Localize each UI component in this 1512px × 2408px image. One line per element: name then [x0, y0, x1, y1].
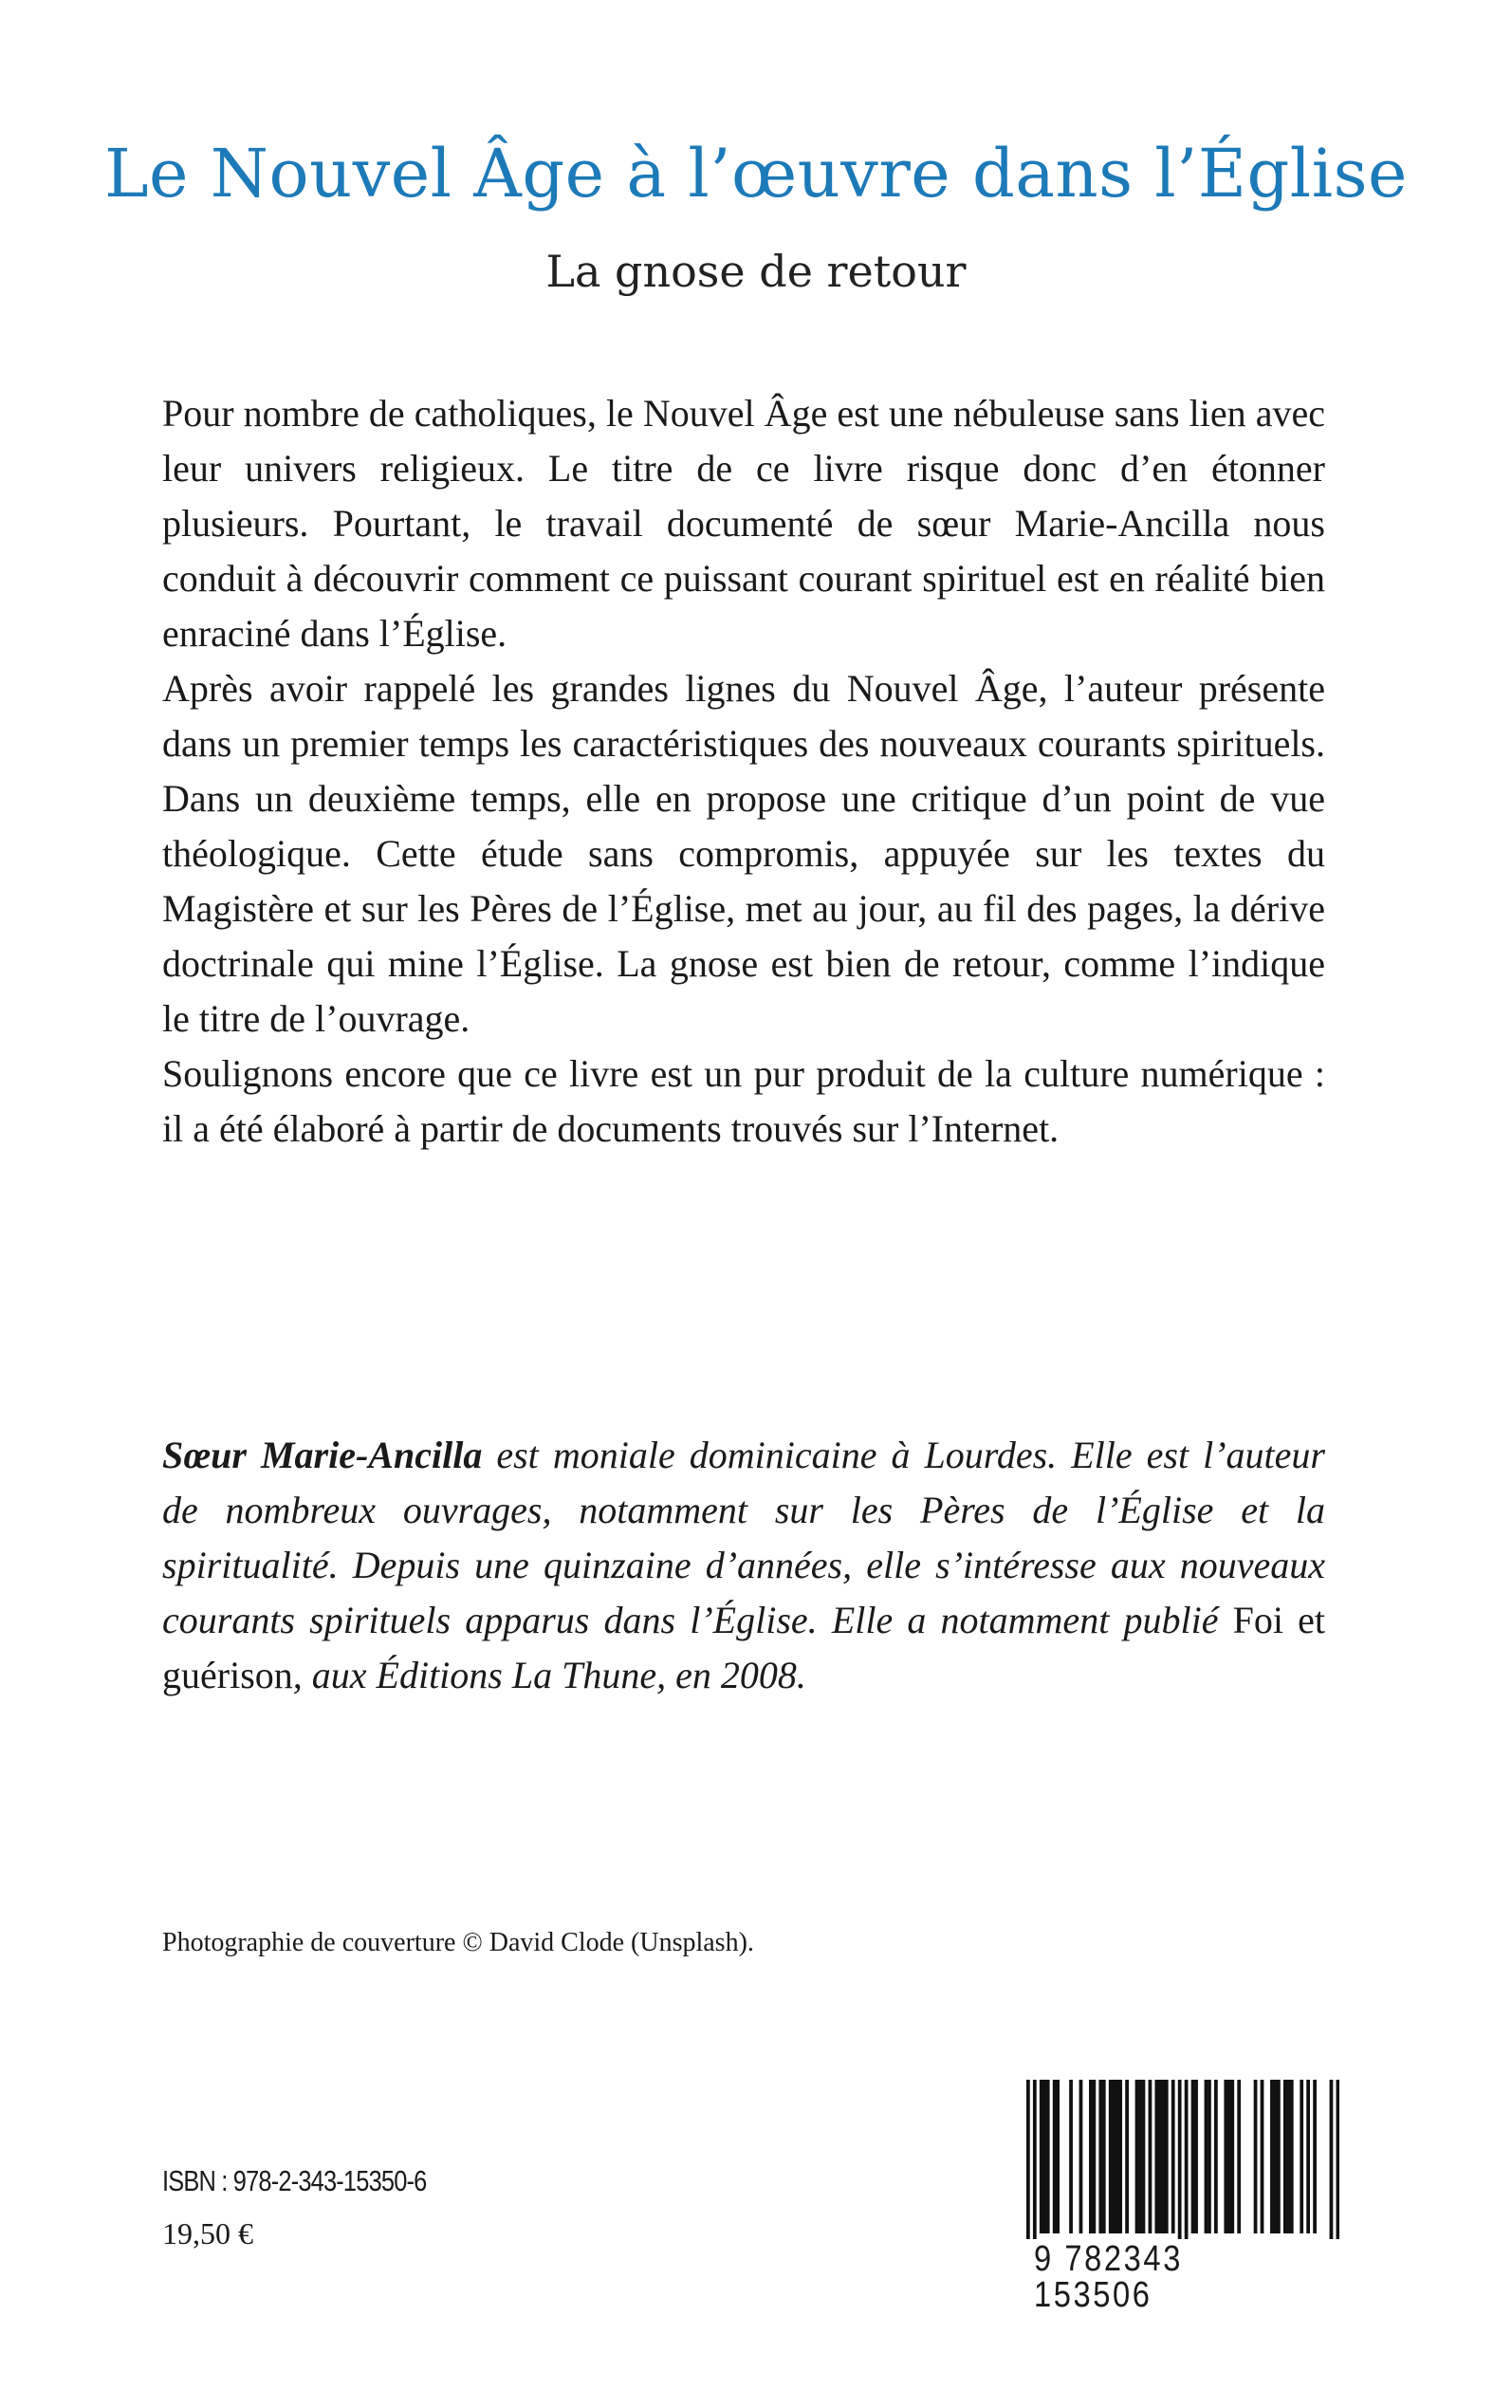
barcode-bar: [1092, 2080, 1096, 2233]
book-title: Le Nouvel Âge à l’œuvre dans l’Église: [104, 135, 1408, 213]
barcode-bar: [1191, 2080, 1195, 2233]
author-bio: [162, 1428, 1325, 1703]
barcode-bar: [1109, 2080, 1113, 2233]
barcode-bar: [1230, 2080, 1234, 2233]
barcode-bar: [1313, 2080, 1317, 2233]
barcode-bar: [1205, 2080, 1208, 2233]
summary-paragraph: Soulignons encore que ce livre est un pur produit de la culture numérique : il a été élaboré à partir de documents trouvés sur l’Internet.: [162, 1052, 1325, 1150]
barcode-bar: [1270, 2080, 1274, 2233]
barcode-bar: [1089, 2080, 1093, 2233]
book-subtitle: La gnose de retour: [545, 246, 967, 297]
barcode-bar: [1102, 2080, 1106, 2233]
barcode-bar: [1161, 2080, 1165, 2233]
barcode-bar: [1026, 2080, 1030, 2239]
barcode-bar: [1286, 2080, 1290, 2233]
barcode-bar: [1194, 2080, 1198, 2233]
summary-text: [162, 386, 1325, 1157]
author-book-title: Foi et guérison: [162, 1599, 1325, 1696]
barcode-bar: [1116, 2080, 1119, 2233]
barcode-bar: [1214, 2080, 1218, 2233]
isbn-label: ISBN : 978-2-343-15350-6: [162, 2164, 427, 2197]
author-bio-text: est moniale dominicaine à Lourdes. Elle est l’auteur de nombreux ouvrages, notamment sur les Pères de l’Église et la spiritualité. Depuis une quinzaine d’années, elle s’intéresse aux nouveaux courants spirituels apparus dans l’Église. Elle a notamment publié: [162, 1434, 1325, 1641]
barcode-bar: [1098, 2080, 1102, 2233]
author-bio-text-end: , aux Éditions La Thune, en 2008.: [292, 1654, 806, 1696]
summary-paragraph: Après avoir rappelé les grandes lignes du Nouvel Âge, l’auteur présente dans un premier temps les caractéristiques des nouveaux courants spirituels. Dans un deuxième temps, elle en propose une critique d’un point de vue théologique. Cette étude sans compromis, appuyée sur les textes du Magistère et sur les Pères de l’Église, met au jour, au fil des pages, la dérive doctrinale qui mine l’Église. La gnose est bien de retour, comme l’indique le titre de l’ouvrage.: [162, 667, 1325, 1040]
barcode-bar: [1069, 2080, 1073, 2233]
barcode-bar: [1056, 2080, 1060, 2233]
barcode-bar: [1224, 2080, 1227, 2233]
barcode-bar: [1227, 2080, 1231, 2233]
barcode-bar: [1237, 2080, 1241, 2233]
barcode-bar: [1158, 2080, 1162, 2233]
barcode-bar: [1142, 2080, 1146, 2233]
barcode-bar: [1283, 2080, 1287, 2233]
barcode-bar: [1185, 2080, 1189, 2239]
barcode-bar: [1125, 2080, 1129, 2233]
barcode-bar: [1112, 2080, 1116, 2233]
author-name: Sœur Marie-Ancilla: [162, 1434, 483, 1476]
barcode-digits: 9 782343 153506: [1034, 2239, 1183, 2315]
barcode-bar: [1053, 2080, 1057, 2233]
barcode-bar: [1300, 2080, 1303, 2233]
barcode-bar: [1042, 2080, 1046, 2233]
barcode-bar: [1154, 2080, 1158, 2233]
barcode-bar: [1135, 2080, 1139, 2233]
barcode-bar: [1254, 2080, 1258, 2233]
barcode-bar: [1330, 2080, 1334, 2239]
photo-credit: Photographie de couverture © David Clode (Unsplash).: [162, 1928, 754, 1957]
barcode-bar: [1118, 2080, 1122, 2233]
barcode-bar: [1138, 2080, 1142, 2233]
barcode-bar: [1306, 2080, 1310, 2233]
price-label: 19,50 €: [162, 2216, 253, 2251]
barcode-bar: [1277, 2080, 1281, 2233]
barcode-bar: [1040, 2080, 1043, 2233]
barcode-bars: [1026, 2080, 1339, 2241]
barcode-bar: [1046, 2080, 1050, 2233]
barcode-bar: [1033, 2080, 1037, 2239]
barcode-bar: [1208, 2080, 1211, 2233]
barcode-bar: [1165, 2080, 1169, 2233]
summary-paragraph: Pour nombre de catholiques, le Nouvel Âge est une nébuleuse sans lien avec leur univers religieux. Le titre de ce livre risque donc d’en étonner plusieurs. Pourtant, le travail documenté de sœur Marie-Ancilla nous conduit à découvrir comment ce puissant courant spirituel est en réalité bien enraciné dans l’Église.: [162, 392, 1325, 655]
barcode-bar: [1171, 2080, 1175, 2233]
barcode-bar: [1178, 2080, 1182, 2239]
barcode-bar: [1337, 2080, 1339, 2239]
barcode-bar: [1079, 2080, 1083, 2233]
barcode-bar: [1261, 2080, 1264, 2233]
barcode-bar: [1149, 2080, 1152, 2233]
barcode-bar: [1290, 2080, 1294, 2233]
barcode-bar: [1274, 2080, 1278, 2233]
